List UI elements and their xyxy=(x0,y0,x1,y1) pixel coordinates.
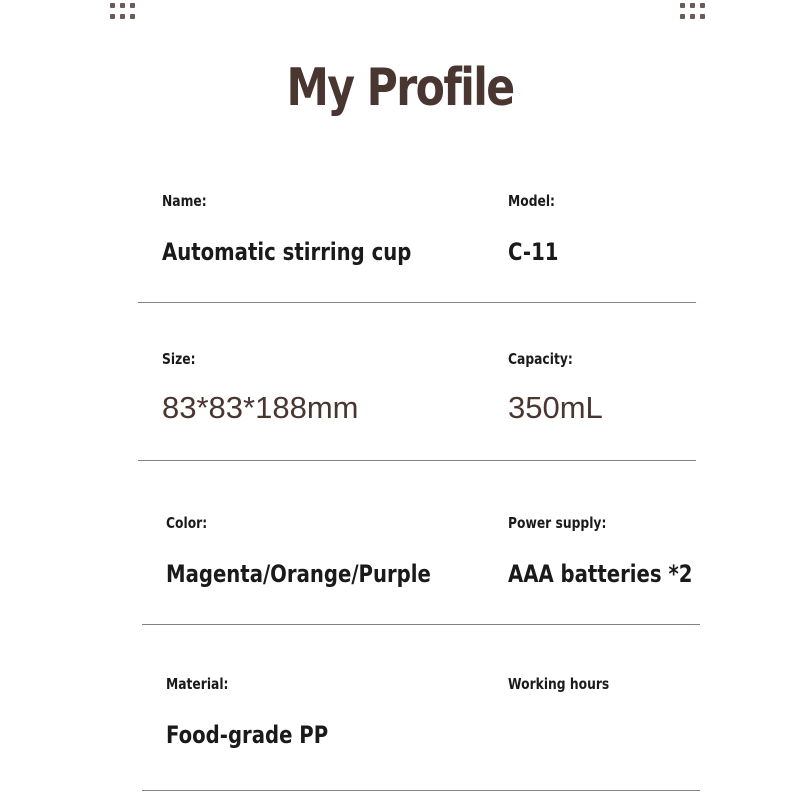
spec-label: Working hours xyxy=(508,675,610,693)
spec-row-size-capacity xyxy=(138,350,696,461)
spec-value: AAA batteries *2 xyxy=(508,560,693,588)
spec-value: 83*83*188mm xyxy=(162,390,359,425)
spec-value: 350mL xyxy=(508,390,603,425)
spec-cell-power-supply xyxy=(508,514,733,588)
spec-row-name-model xyxy=(138,192,696,303)
spec-value: Food-grade PP xyxy=(166,721,329,749)
decorative-dots-icon xyxy=(110,3,135,19)
spec-value: C-11 xyxy=(508,238,559,266)
spec-value: Automatic stirring cup xyxy=(162,238,412,266)
spec-label: Capacity: xyxy=(508,350,573,368)
decorative-dots-icon xyxy=(680,3,705,19)
page-title: My Profile xyxy=(286,58,514,118)
spec-cell-model xyxy=(508,192,570,266)
spec-cell-size xyxy=(162,350,358,426)
spec-cell-color xyxy=(166,514,489,588)
spec-label: Power supply: xyxy=(508,514,607,532)
spec-value: Magenta/Orange/Purple xyxy=(166,560,431,588)
spec-label: Name: xyxy=(162,192,207,210)
spec-label: Color: xyxy=(166,514,208,532)
spec-row-color-power xyxy=(142,514,700,625)
spec-cell-working-hours xyxy=(508,675,631,721)
spec-label: Size: xyxy=(162,350,196,368)
spec-cell-material xyxy=(166,675,364,749)
spec-label: Material: xyxy=(166,675,229,693)
spec-cell-capacity xyxy=(508,350,603,426)
spec-row-material-hours xyxy=(142,675,700,791)
spec-label: Model: xyxy=(508,192,555,210)
spec-cell-name xyxy=(162,192,466,266)
